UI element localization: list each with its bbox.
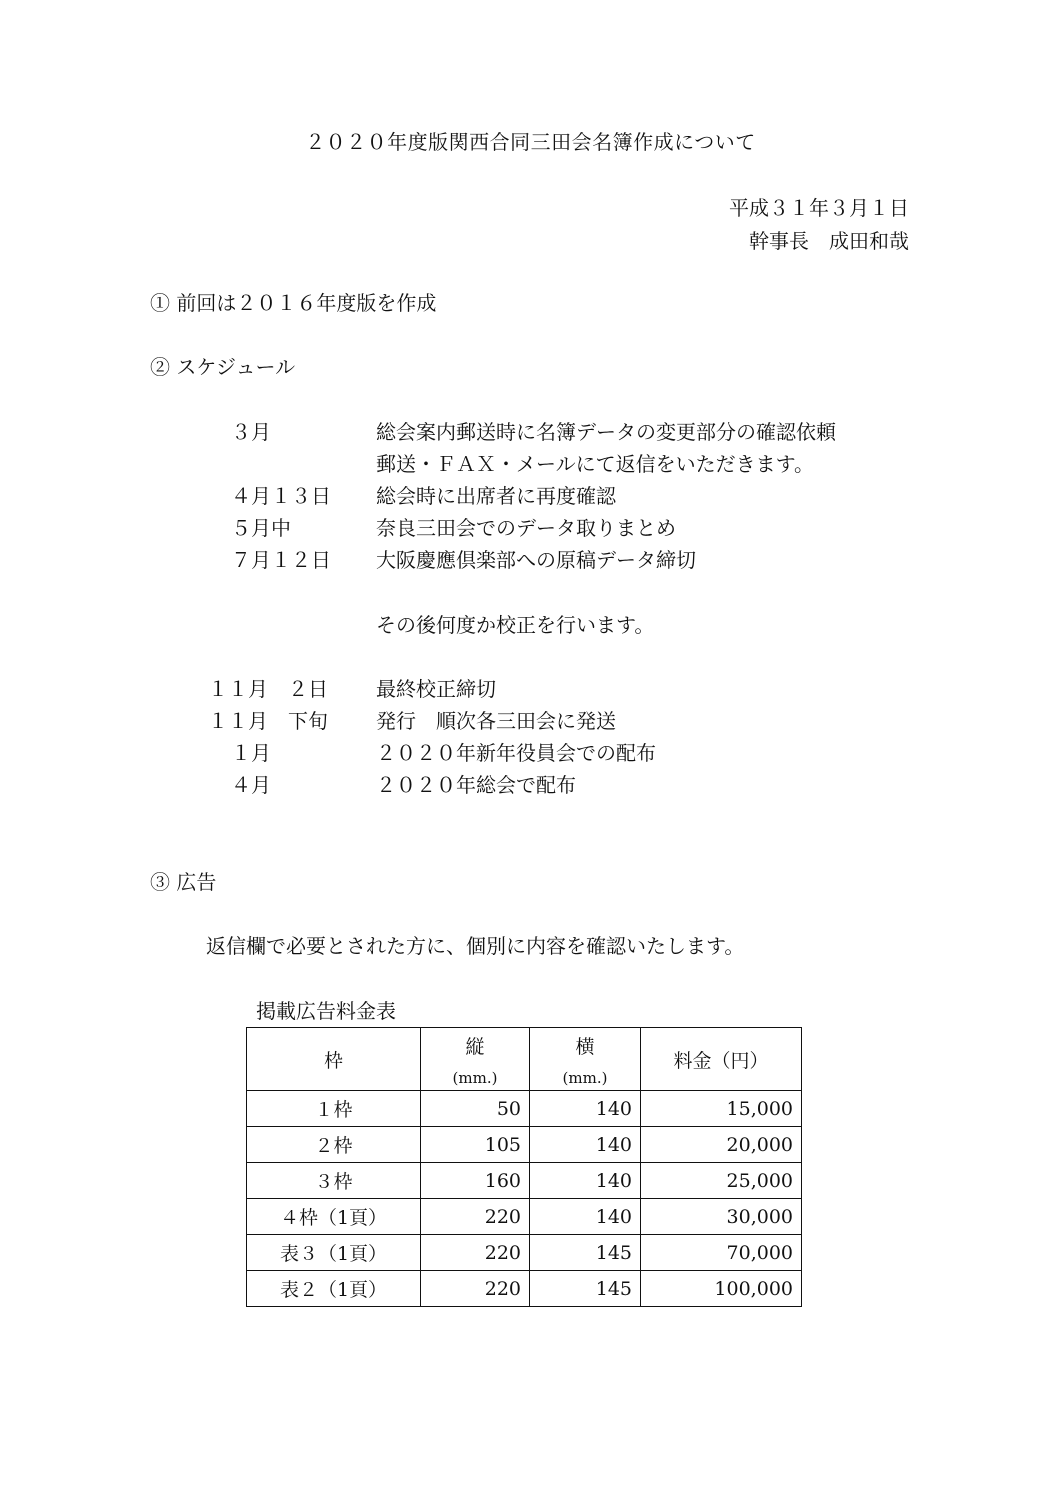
header-height — [421, 1028, 530, 1091]
table-row — [247, 1163, 802, 1199]
schedule-when: １１月 下旬 — [208, 709, 328, 733]
table-row — [247, 1199, 802, 1235]
cell-width: 140 — [530, 1199, 641, 1235]
cell-frame: １枠 — [247, 1091, 421, 1127]
fee-table — [246, 1027, 802, 1307]
schedule-what: 大阪慶應倶楽部への原稿データ締切 — [376, 548, 696, 572]
advertising-note: 返信欄で必要とされた方に、個別に内容を確認いたします。 — [206, 934, 745, 958]
header-height-unit: (mm.) — [452, 1068, 498, 1087]
header-height-label: 縦 — [465, 1035, 485, 1058]
schedule-when: ４月 — [231, 773, 271, 797]
cell-frame: 表２（1頁） — [247, 1271, 421, 1307]
cell-price: 20,000 — [641, 1127, 802, 1163]
header-frame — [247, 1028, 421, 1091]
section-schedule-heading: ② スケジュール — [150, 355, 296, 379]
schedule-what: 総会時に出席者に再度確認 — [376, 484, 616, 508]
schedule-when: ３月 — [231, 420, 271, 444]
cell-price: 25,000 — [641, 1163, 802, 1199]
schedule-what: 郵送・ＦＡＸ・メールにて返信をいただきます。 — [376, 452, 814, 476]
table-row — [247, 1271, 802, 1307]
cell-frame: ３枠 — [247, 1163, 421, 1199]
document-author: 幹事長 成田和哉 — [749, 229, 909, 253]
schedule-what: ２０２０年新年役員会での配布 — [376, 741, 656, 765]
cell-width: 145 — [530, 1235, 641, 1271]
schedule-what: 発行 順次各三田会に発送 — [376, 709, 616, 733]
table-row — [247, 1091, 802, 1127]
schedule-what: その後何度か校正を行います。 — [376, 613, 655, 637]
schedule-what: 総会案内郵送時に名簿データの変更部分の確認依頼 — [376, 420, 836, 444]
header-price — [641, 1028, 802, 1091]
cell-price: 70,000 — [641, 1235, 802, 1271]
cell-price: 30,000 — [641, 1199, 802, 1235]
cell-height: 105 — [421, 1127, 530, 1163]
cell-height: 160 — [421, 1163, 530, 1199]
cell-height: 220 — [421, 1271, 530, 1307]
section-previous-edition: ① 前回は２０１６年度版を作成 — [150, 291, 437, 315]
table-row — [247, 1127, 802, 1163]
schedule-when: ４月１３日 — [231, 484, 331, 508]
schedule-when: ７月１２日 — [231, 548, 331, 572]
header-width — [530, 1028, 641, 1091]
header-width-unit: (mm.) — [562, 1068, 608, 1087]
document-title: ２０２０年度版関西合同三田会名簿作成について — [305, 130, 756, 154]
fee-table-caption: 掲載広告料金表 — [256, 999, 396, 1023]
cell-height: 50 — [421, 1091, 530, 1127]
cell-width: 140 — [530, 1163, 641, 1199]
fee-table-header-row — [247, 1028, 802, 1091]
schedule-when: １月 — [231, 741, 271, 765]
schedule-what: ２０２０年総会で配布 — [376, 773, 576, 797]
cell-width: 140 — [530, 1127, 641, 1163]
header-width-label: 横 — [575, 1035, 595, 1058]
schedule-when: ５月中 — [231, 516, 291, 540]
table-row — [247, 1235, 802, 1271]
cell-frame: 表３（1頁） — [247, 1235, 421, 1271]
cell-height: 220 — [421, 1199, 530, 1235]
header-price-label: 料金（円） — [673, 1049, 769, 1072]
header-frame-label: 枠 — [323, 1049, 343, 1072]
schedule-what: 最終校正締切 — [376, 677, 496, 701]
section-advertising-heading: ③ 広告 — [150, 870, 217, 894]
cell-frame: ２枠 — [247, 1127, 421, 1163]
cell-frame: ４枠（1頁） — [247, 1199, 421, 1235]
schedule-when: １１月 ２日 — [208, 677, 328, 701]
cell-height: 220 — [421, 1235, 530, 1271]
cell-price: 15,000 — [641, 1091, 802, 1127]
cell-width: 145 — [530, 1271, 641, 1307]
cell-width: 140 — [530, 1091, 641, 1127]
schedule-what: 奈良三田会でのデータ取りまとめ — [376, 516, 676, 540]
document-date: 平成３１年３月１日 — [729, 196, 909, 220]
cell-price: 100,000 — [641, 1271, 802, 1307]
